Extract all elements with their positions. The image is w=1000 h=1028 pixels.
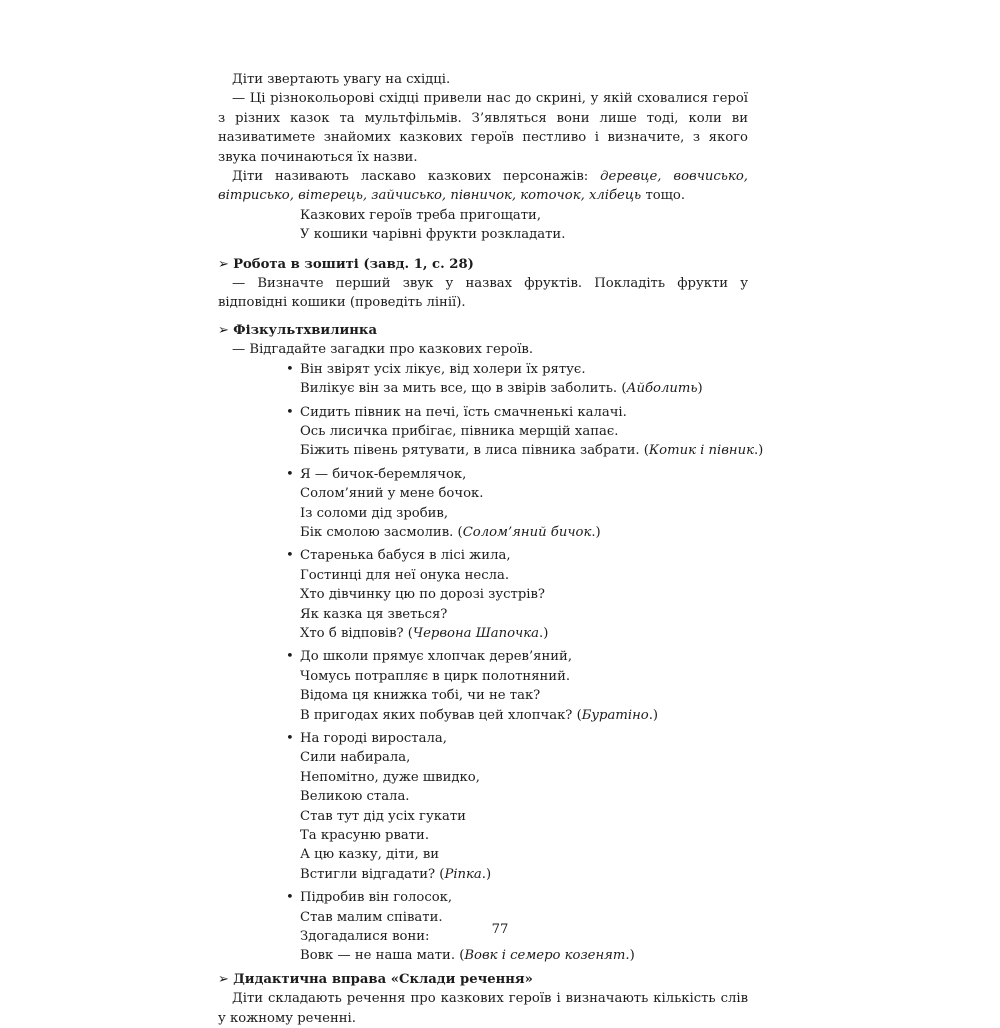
riddle-line: Сили набирала, bbox=[300, 750, 411, 766]
intro-paragraph-3 bbox=[218, 167, 748, 206]
section-title: Фізкультхвилинка bbox=[233, 322, 377, 338]
riddle-list bbox=[284, 360, 764, 966]
bullet-icon: • bbox=[286, 649, 294, 665]
riddle-answer-close: .) bbox=[539, 625, 549, 641]
riddle-answer: Солом’яний бичок bbox=[462, 524, 592, 540]
riddle-line: Став малим співати. bbox=[300, 909, 443, 925]
riddle-answer: Котик і півник bbox=[648, 443, 754, 459]
riddle-line: Як казка ця зветься? bbox=[300, 606, 448, 622]
verse-line: Казкових героїв треба пригощати, bbox=[300, 207, 542, 223]
riddle-item bbox=[284, 546, 748, 643]
riddle-answer-close: .) bbox=[753, 443, 764, 459]
section-heading-workbook bbox=[218, 255, 748, 274]
riddle-answer: Айболить bbox=[626, 381, 698, 397]
bullet-icon: • bbox=[286, 548, 294, 564]
intro-paragraph-2: — Ці різнокольорові східці привели нас до скрині, у якій сховалися герої з різних казок та мультфільмів. З’являться вони лише тоді, коли ви називатимете знайомих казкових героїв пестливо і визначите, з якого звука починаються їх назви. bbox=[218, 91, 748, 165]
verse-line: У кошики чарівні фрукти розкладати. bbox=[300, 227, 566, 243]
riddle-item bbox=[284, 465, 748, 543]
riddle-line bbox=[300, 946, 748, 965]
intro-p3-end: тощо. bbox=[641, 188, 686, 204]
exercise-text: — Відгадайте загадки про казкових героїв. bbox=[232, 342, 534, 358]
bullet-icon: • bbox=[286, 404, 294, 420]
riddle-line: А цю казку, діти, ви bbox=[300, 847, 440, 863]
bullet-icon: • bbox=[286, 466, 294, 482]
section-heading-exercise bbox=[218, 321, 748, 340]
riddle-line-text: Бік смолою засмолив. ( bbox=[300, 524, 463, 540]
riddle-line: Великою стала. bbox=[300, 789, 410, 805]
riddle-item bbox=[284, 729, 748, 884]
riddle-line-text: Вовк — не наша мати. ( bbox=[300, 948, 465, 964]
riddle-line-text: В пригодах яких побував цей хлопчак? ( bbox=[300, 707, 582, 723]
riddle-line: Старенька бабуся в лісі жила, bbox=[300, 548, 511, 564]
riddle-line-text: Хто б відповів? ( bbox=[300, 625, 413, 641]
text-column bbox=[218, 70, 764, 1028]
riddle-line: Здогадалися вони: bbox=[300, 929, 430, 945]
intro-paragraph-1: Діти звертають увагу на східці. bbox=[232, 72, 451, 87]
intro-p3-text: Діти називають ласкаво казкових персонажів: bbox=[232, 169, 601, 185]
didactic-text: Діти складають речення про казкових героїв і визначають кількість слів у кожному реченні. bbox=[218, 991, 748, 1026]
riddle-line: На городі виростала, bbox=[300, 731, 447, 746]
riddle-line bbox=[300, 706, 748, 725]
arrow-icon: ➢ bbox=[218, 971, 230, 987]
riddle-answer-close: .) bbox=[625, 948, 635, 964]
riddle-line: До школи прямує хлопчак дерев’яний, bbox=[300, 649, 573, 665]
riddle-line-text: Біжить півень рятувати, в лиса півника забрати. ( bbox=[300, 443, 649, 459]
section-title: Дидактична вправа «Склади речення» bbox=[233, 971, 533, 987]
section-heading-didactic bbox=[218, 970, 748, 989]
workbook-text: — Визначте перший звук у назвах фруктів. Покладіть фрукти у відповідні кошики (проведіть лінії). bbox=[218, 276, 748, 311]
bullet-icon: • bbox=[286, 890, 294, 906]
riddle-line: Я — бичок-беремлячок, bbox=[300, 466, 467, 482]
riddle-item bbox=[284, 647, 748, 725]
riddle-line-text: Вилікує він за мить все, що в звірів заболить. ( bbox=[300, 381, 627, 397]
page-number: 77 bbox=[491, 922, 509, 937]
riddle-answer: Вовк і семеро козенят bbox=[464, 948, 626, 964]
riddle-answer: Червона Шапочка bbox=[412, 625, 540, 641]
riddle-item bbox=[284, 360, 748, 399]
riddle-line: Із соломи дід зробив, bbox=[300, 505, 449, 521]
riddle-line: Відома ця книжка тобі, чи не так? bbox=[300, 688, 541, 704]
section-title: Робота в зошиті (завд. 1, с. 28) bbox=[233, 256, 474, 272]
riddle-line: Гостинці для неї онука несла. bbox=[300, 567, 510, 583]
riddle-line: Сидить півник на печі, їсть смачненькі калачі. bbox=[300, 404, 627, 420]
riddle-line: Непомітно, дуже швидко, bbox=[300, 769, 480, 785]
riddle-line: Він звірят усіх лікує, від холери їх рятує. bbox=[300, 361, 586, 377]
intro-verse bbox=[300, 206, 748, 245]
riddle-line: Ось лисичка прибігає, півника мерщій хапає. bbox=[300, 423, 619, 439]
riddle-answer-close: .) bbox=[648, 707, 659, 723]
riddle-line bbox=[300, 441, 764, 460]
bullet-icon: • bbox=[286, 361, 294, 377]
riddle-line-text: Встигли відгадати? ( bbox=[300, 866, 445, 882]
riddle-answer-close: ) bbox=[697, 381, 703, 397]
riddle-line bbox=[300, 379, 748, 398]
riddle-line: Підробив він голосок, bbox=[300, 890, 453, 906]
arrow-icon: ➢ bbox=[218, 256, 230, 272]
bullet-icon: • bbox=[286, 731, 294, 746]
riddle-line bbox=[300, 624, 748, 643]
riddle-answer-close: .) bbox=[481, 866, 492, 882]
riddle-line bbox=[300, 523, 748, 542]
riddle-line: Хто дівчинку цю по дорозі зустрів? bbox=[300, 587, 545, 603]
intro-p3-italic: деревце, вовчисько, вітрисько, вітерець, зайчисько, півничок, коточок, хлібець bbox=[218, 169, 748, 204]
riddle-answer-close: .) bbox=[591, 524, 601, 540]
riddle-answer: Буратіно bbox=[581, 707, 649, 723]
riddle-line: Став тут дід усіх гукати bbox=[300, 808, 466, 824]
riddle-line: Солом’яний у мене бочок. bbox=[300, 486, 484, 502]
riddle-line: Та красуню рвати. bbox=[300, 828, 430, 844]
arrow-icon: ➢ bbox=[218, 322, 230, 338]
riddle-item bbox=[284, 403, 764, 461]
riddle-line: Чомусь потрапляє в цирк полотняний. bbox=[300, 668, 571, 684]
riddle-line bbox=[300, 865, 748, 884]
riddle-answer: Ріпка bbox=[444, 866, 482, 882]
